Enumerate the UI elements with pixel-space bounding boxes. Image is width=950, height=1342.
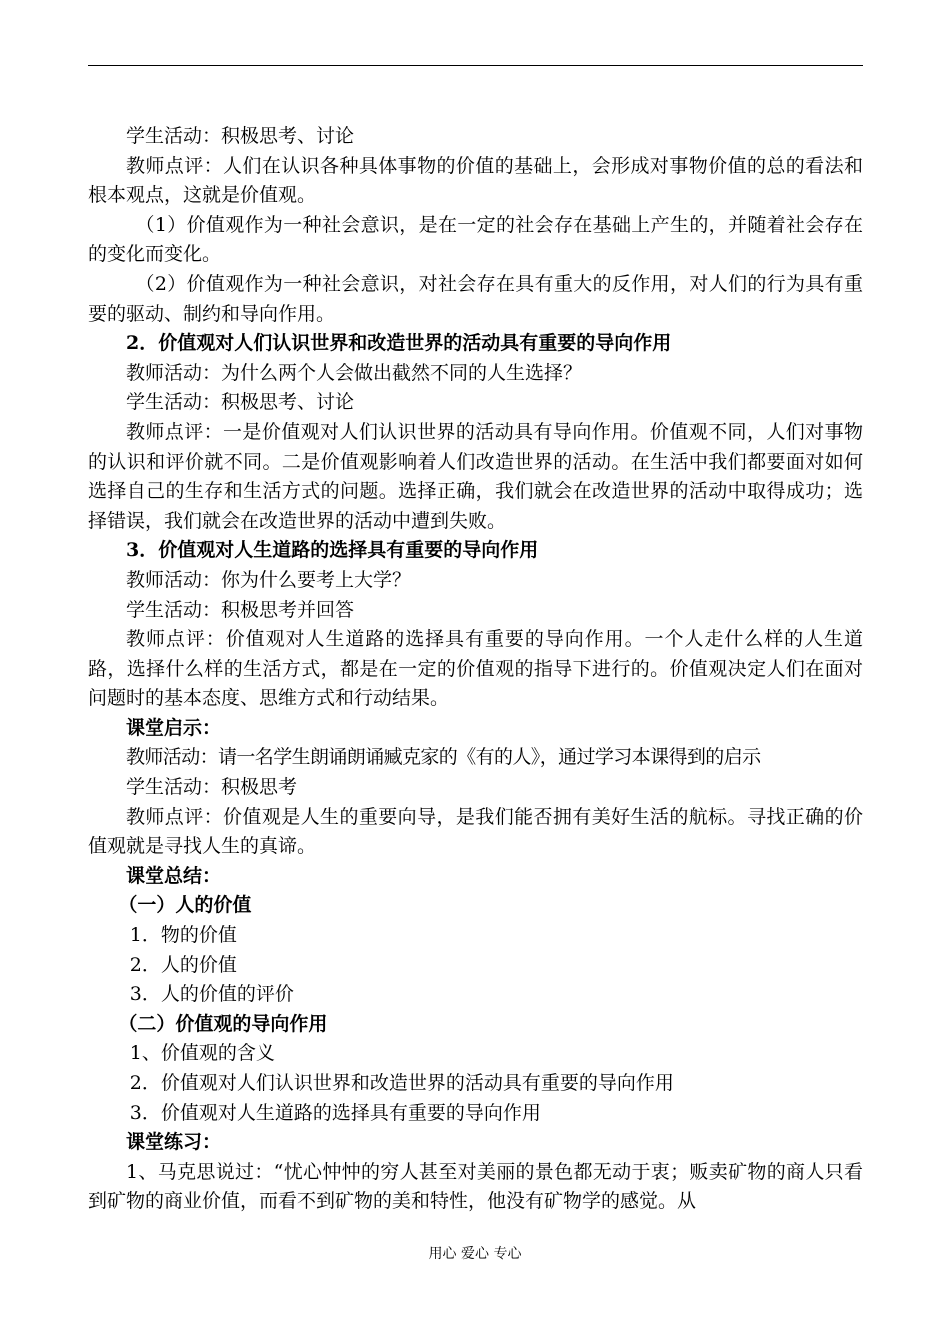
header-rule [88,65,863,66]
paragraph: （1）价值观作为一种社会意识，是在一定的社会存在基础上产生的，并随着社会存在的变化而变化。 [88,213,863,266]
summary-section-title: （一）人的价值 [118,894,252,917]
summary-item: 3．价值观对人生道路的选择具有重要的导向作用 [129,1101,541,1124]
paragraph: 教师点评：人们在认识各种具体事物的价值的基础上，会形成对事物价值的总的看法和根本观点，这就是价值观。 [88,154,863,207]
practice-question: 1、马克思说过：“忧心忡忡的穷人甚至对美丽的景色都无动于衷；贩卖矿物的商人只看到矿物的商业价值，而看不到矿物的美和特性，他没有矿物学的感觉。从 [88,1160,863,1213]
paragraph: 学生活动：积极思考、讨论 [126,125,355,147]
paragraph: 教师点评：价值观对人生道路的选择具有重要的导向作用。一个人走什么样的人生道路，选择什么样的生活方式，都是在一定的价值观的指导下进行的。价值观决定人们在面对问题时的基本态度、思维方式和行动结果。 [88,628,863,710]
paragraph: 教师点评：一是价值观对人们认识世界的活动具有导向作用。价值观不同，人们对事物的认识和评价就不同。二是价值观影响着人们改造世界的活动。在生活中我们都要面对如何选择自己的生存和生活方式的问题。选择正确，我们就会在改造世界的活动中取得成功；选择错误，我们就会在改造世界的活动中遭到失败。 [88,420,863,532]
section-heading: 课堂启示： [126,716,222,739]
summary-item: 3．人的价值的评价 [129,983,294,1006]
paragraph: 教师活动：请一名学生朗诵朗诵臧克家的《有的人》，通过学习本课得到的启示 [126,746,761,769]
paragraph: （2）价值观作为一种社会意识，对社会存在具有重大的反作用，对人们的行为具有重要的驱动、制约和导向作用。 [88,272,863,325]
section-heading: 课堂总结： [126,864,222,887]
paragraph: 学生活动：积极思考、讨论 [126,391,355,414]
summary-item: 1、价值观的含义 [129,1042,275,1065]
page-footer: 用心 爱心 专心 [428,1246,522,1262]
paragraph: 学生活动：积极思考并回答 [126,598,355,621]
paragraph: 学生活动：积极思考 [126,776,298,799]
section-heading: 课堂练习： [126,1131,222,1154]
section-heading: 3．价值观对人生道路的选择具有重要的导向作用 [126,539,539,562]
paragraph: 教师点评：价值观是人生的重要向导，是我们能否拥有美好生活的航标。寻找正确的价值观就是寻找人生的真谛。 [88,805,863,858]
summary-section-title: （二）价值观的导向作用 [118,1012,328,1035]
summary-item: 2．价值观对人们认识世界和改造世界的活动具有重要的导向作用 [129,1072,674,1094]
document-body [88,122,863,1217]
paragraph: 教师活动：为什么两个人会做出截然不同的人生选择？ [126,361,583,384]
summary-item: 1．物的价值 [129,924,237,947]
paragraph: 教师活动：你为什么要考上大学？ [126,568,412,591]
section-heading: 2．价值观对人们认识世界和改造世界的活动具有重要的导向作用 [126,332,672,355]
summary-item: 2．人的价值 [129,953,237,976]
